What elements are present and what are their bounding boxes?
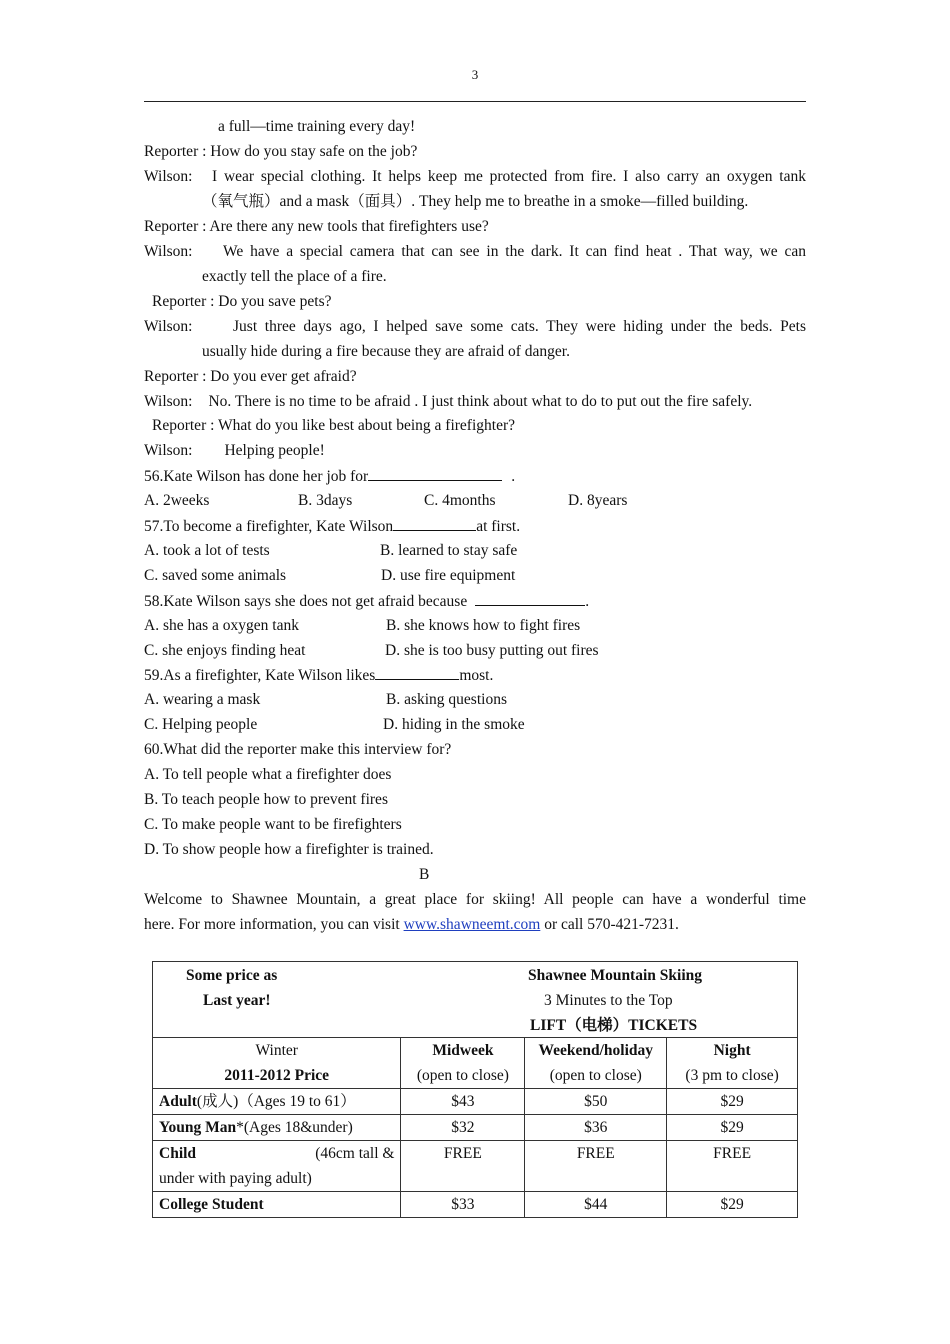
row-label: Child bbox=[159, 1145, 197, 1162]
reporter-question: Reporter : What do you like best about being a firefighter? bbox=[152, 417, 515, 434]
option: C. she enjoys finding heat bbox=[144, 642, 306, 659]
wilson-answer-5 bbox=[144, 440, 325, 462]
column-name: Weekend/holiday bbox=[538, 1042, 654, 1059]
wilson-answer-4 bbox=[144, 391, 752, 413]
speaker-label: Wilson: bbox=[144, 442, 193, 459]
section-letter: B bbox=[419, 866, 430, 883]
option: A. she has a oxygen tank bbox=[144, 617, 299, 634]
wilson-answer-3 bbox=[144, 316, 806, 338]
row-label-cell bbox=[153, 1141, 401, 1192]
answer-text: No. There is no time to be afraid . I just think about what to do to put out the fire safely. bbox=[208, 393, 753, 410]
column-name: Midweek bbox=[432, 1042, 494, 1059]
question-end: most. bbox=[459, 667, 494, 684]
price-cell: $29 bbox=[667, 1089, 798, 1115]
question-58 bbox=[144, 590, 589, 613]
question-59 bbox=[144, 664, 493, 687]
table-header-row bbox=[153, 1038, 798, 1089]
banner-left-line2: Last year! bbox=[203, 992, 271, 1009]
intro-paragraph-end bbox=[144, 914, 679, 936]
speaker-label: Wilson: bbox=[144, 243, 193, 260]
header-cell-night bbox=[667, 1038, 798, 1089]
header-rule bbox=[144, 101, 806, 102]
option: D. she is too busy putting out fires bbox=[385, 642, 599, 659]
header-season: Winter bbox=[255, 1042, 298, 1059]
reporter-question: Reporter : How do you stay safe on the job? bbox=[144, 143, 418, 160]
table-banner-row bbox=[153, 962, 798, 1038]
price-cell: $29 bbox=[667, 1115, 798, 1141]
question-end: at first. bbox=[476, 518, 521, 535]
row-label-cell bbox=[153, 1115, 401, 1141]
speaker-label: Wilson: bbox=[144, 393, 193, 410]
row-label-cell bbox=[153, 1192, 401, 1218]
banner-tickets: LIFT（电梯）TICKETS bbox=[530, 1017, 698, 1034]
option: C. Helping people bbox=[144, 716, 258, 733]
question-57 bbox=[144, 515, 520, 538]
intro-paragraph: Welcome to Shawnee Mountain, a great place for skiing! All people can have a wonderful time bbox=[144, 891, 806, 908]
row-detail: (46cm tall & bbox=[315, 1145, 395, 1162]
reporter-question: Reporter : Do you ever get afraid? bbox=[144, 368, 357, 385]
question-60: 60.What did the reporter make this interview for? bbox=[144, 741, 452, 758]
table-banner bbox=[153, 962, 798, 1038]
wilson-answer-1 bbox=[144, 166, 806, 188]
price-cell: FREE bbox=[401, 1141, 525, 1192]
answer-continuation: exactly tell the place of a fire. bbox=[202, 268, 387, 285]
table-row bbox=[153, 1115, 798, 1141]
price-cell: FREE bbox=[667, 1141, 798, 1192]
option: C. To make people want to be firefighters bbox=[144, 816, 402, 833]
banner-left-line1: Some price as bbox=[186, 967, 278, 984]
table-row bbox=[153, 1192, 798, 1218]
question-end: . bbox=[585, 593, 590, 610]
question-stem: 59.As a firefighter, Kate Wilson likes bbox=[144, 667, 376, 684]
option: A. 2weeks bbox=[144, 492, 210, 509]
answer-continuation: （氧气瓶）and a mask（面具）. They help me to breathe in a smoke—filled building. bbox=[202, 193, 749, 210]
option: D. To show people how a firefighter is trained. bbox=[144, 841, 434, 858]
question-stem: 58.Kate Wilson says she does not get afraid because bbox=[144, 593, 468, 610]
price-cell: $29 bbox=[667, 1192, 798, 1218]
option: B. asking questions bbox=[386, 691, 507, 708]
price-cell: $33 bbox=[401, 1192, 525, 1218]
answer-blank bbox=[393, 515, 476, 531]
speaker-label: Wilson: bbox=[144, 318, 193, 335]
column-hours: (open to close) bbox=[549, 1067, 642, 1084]
price-cell: $50 bbox=[525, 1089, 667, 1115]
row-label: College Student bbox=[159, 1196, 264, 1213]
page-number: 3 bbox=[471, 67, 479, 82]
row-label: Young Man bbox=[159, 1119, 237, 1136]
lift-ticket-table bbox=[152, 961, 798, 1218]
answer-text: I wear special clothing. It helps keep me protected from fire. I also carry an oxygen tank bbox=[212, 168, 806, 185]
option: A. wearing a mask bbox=[144, 691, 261, 708]
table-row bbox=[153, 1141, 798, 1192]
option: A. To tell people what a firefighter does bbox=[144, 766, 392, 783]
website-link[interactable]: www.shawneemt.com bbox=[403, 916, 541, 933]
row-label: Adult bbox=[159, 1093, 197, 1110]
price-cell: FREE bbox=[525, 1141, 667, 1192]
question-stem: 56.Kate Wilson has done her job for bbox=[144, 468, 369, 485]
answer-blank bbox=[368, 465, 502, 481]
answer-blank bbox=[475, 590, 585, 606]
question-56 bbox=[144, 465, 515, 488]
answer-text: Just three days ago, I helped save some cats. They were hiding under the beds. Pets bbox=[233, 318, 806, 335]
reporter-question: Reporter : Do you save pets? bbox=[152, 293, 332, 310]
option: C. saved some animals bbox=[144, 567, 287, 584]
row-detail-continued: under with paying adult) bbox=[159, 1170, 312, 1187]
price-cell: $32 bbox=[401, 1115, 525, 1141]
banner-title: Shawnee Mountain Skiing bbox=[528, 967, 702, 984]
question-end: . bbox=[511, 468, 516, 485]
option: D. 8years bbox=[568, 492, 628, 509]
column-hours: (3 pm to close) bbox=[685, 1067, 779, 1084]
answer-text: Helping people! bbox=[224, 442, 325, 459]
reporter-question: Reporter : Are there any new tools that firefighters use? bbox=[144, 218, 489, 235]
price-cell: $36 bbox=[525, 1115, 667, 1141]
price-cell: $43 bbox=[401, 1089, 525, 1115]
intro-text: or call 570-421-7231. bbox=[540, 916, 679, 933]
banner-subtitle: 3 Minutes to the Top bbox=[544, 992, 673, 1009]
speaker-label: Wilson: bbox=[144, 168, 193, 185]
option: B. 3days bbox=[298, 492, 353, 509]
row-label-cell bbox=[153, 1089, 401, 1115]
answer-text: We have a special camera that can see in the dark. It can find heat . That way, we can bbox=[223, 243, 806, 260]
option: D. hiding in the smoke bbox=[383, 716, 525, 733]
answer-continuation: usually hide during a fire because they are afraid of danger. bbox=[202, 343, 570, 360]
row-detail: (成人)（Ages 19 to 61） bbox=[196, 1093, 356, 1110]
price-cell: $44 bbox=[525, 1192, 667, 1218]
table-row bbox=[153, 1089, 798, 1115]
option: B. To teach people how to prevent fires bbox=[144, 791, 388, 808]
column-name: Night bbox=[713, 1042, 751, 1059]
header-cell-weekend bbox=[525, 1038, 667, 1089]
intro-text: here. For more information, you can visit bbox=[144, 916, 404, 933]
header-year: 2011-2012 Price bbox=[224, 1067, 330, 1084]
column-hours: (open to close) bbox=[416, 1067, 509, 1084]
wilson-answer-2 bbox=[144, 241, 806, 263]
row-detail: *(Ages 18&under) bbox=[236, 1119, 353, 1136]
answer-blank bbox=[375, 664, 459, 680]
header-cell-season bbox=[153, 1038, 401, 1089]
header-cell-midweek bbox=[401, 1038, 525, 1089]
option: D. use fire equipment bbox=[381, 567, 516, 584]
option: B. learned to stay safe bbox=[380, 542, 518, 559]
option: A. took a lot of tests bbox=[144, 542, 270, 559]
dialogue-line: a full—time training every day! bbox=[218, 118, 416, 135]
option: B. she knows how to fight fires bbox=[386, 617, 581, 634]
question-stem: 57.To become a firefighter, Kate Wilson bbox=[144, 518, 394, 535]
option: C. 4months bbox=[424, 492, 496, 509]
